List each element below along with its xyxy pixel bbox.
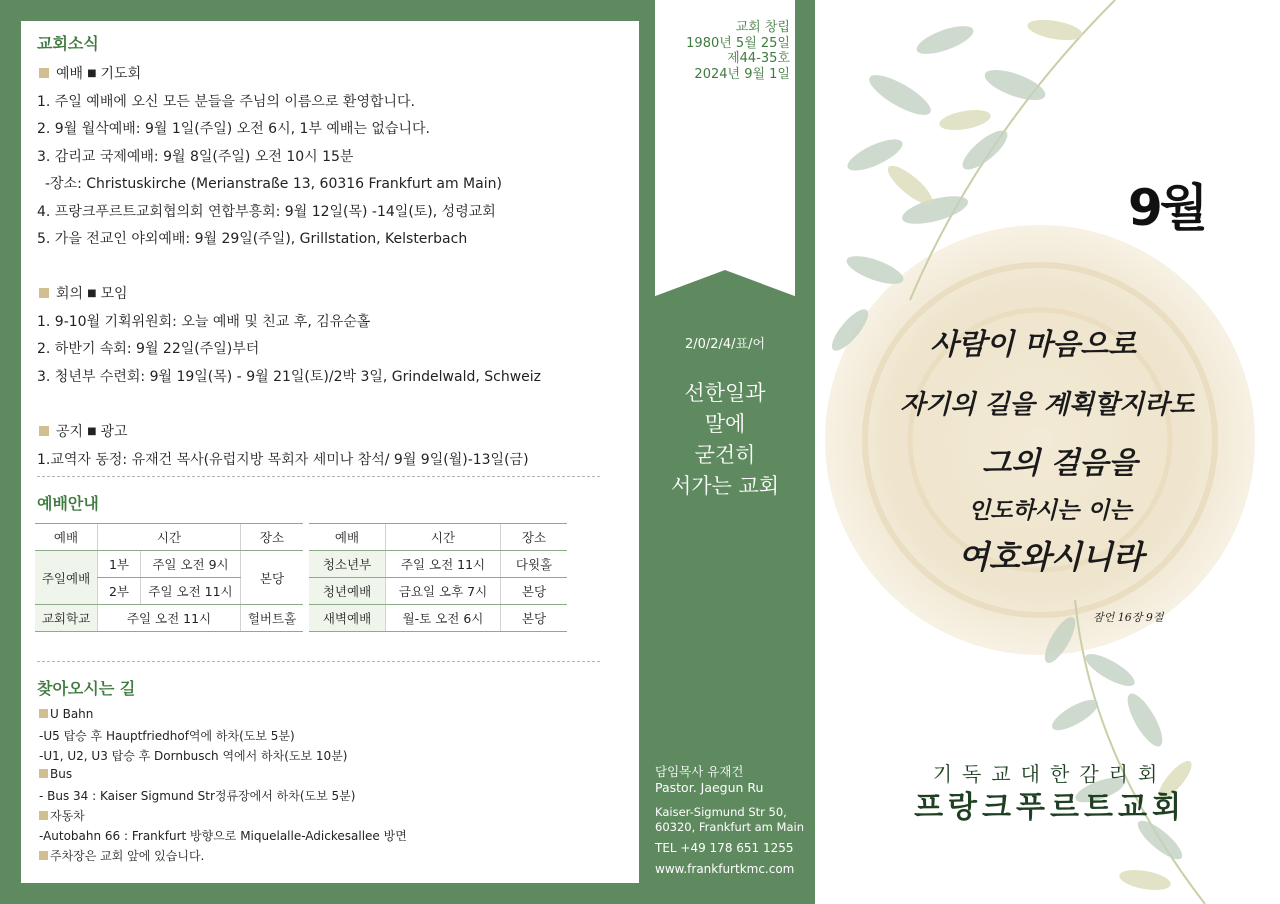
- middle-top-panel: [650, 0, 800, 298]
- directions-line: -U1, U2, U3 탑승 후 Dornbusch 역에서 하차(도보 10분): [39, 749, 348, 763]
- verse-line-2: 자기의 길을 계획할지라도: [900, 390, 1195, 420]
- square-bullet-icon: [39, 68, 49, 78]
- pastor-info: 담임목사 유재건 Pastor. Jaegun Ru: [655, 764, 764, 795]
- table-cell: 2부: [98, 578, 141, 605]
- directions-line: -U5 탑승 후 Hauptfriedhof역에 하차(도보 5분): [39, 729, 295, 743]
- table-cell: 1부: [98, 551, 141, 578]
- verse-reference: 잠언 16장 9절: [1093, 611, 1164, 624]
- worship-item-3: 3. 감리교 국제예배: 9월 8일(주일) 오전 10시 15분: [37, 149, 354, 165]
- table-cell: 주일 오전 9시: [141, 551, 241, 578]
- church-name: 프랑크푸르트교회: [914, 790, 1186, 825]
- table-cell: 본당: [241, 551, 304, 605]
- worship-item-2: 2. 9월 월삭예배: 9월 1일(주일) 오전 6시, 1부 예배는 없습니다.: [37, 121, 430, 137]
- church-phone: TEL +49 178 651 1255: [655, 841, 794, 855]
- directions-car: 자동차: [39, 807, 85, 824]
- founding-info: 교회 창립 1980년 5월 25일 제44-35호 2024년 9월 1일: [686, 20, 790, 82]
- table-cell: 주일 오전 11시: [98, 605, 241, 632]
- verse-line-5: 여호와시니라: [958, 538, 1144, 576]
- service-title: 예배안내: [37, 494, 99, 513]
- table-cell: 주일 오전 11시: [141, 578, 241, 605]
- church-address: Kaiser-Sigmund Str 50, 60320, Frankfurt am Main: [655, 805, 804, 834]
- news-title: 교회소식: [37, 34, 99, 53]
- table-cell: 헐버트홀: [241, 605, 304, 632]
- church-motto: 선한일과 말에 굳건히 서가는 교회: [670, 381, 780, 498]
- table-header: 장소: [501, 524, 568, 551]
- table-row: 새벽예배 월-토 오전 6시 본당: [309, 605, 567, 632]
- square-bullet-icon: [39, 769, 48, 778]
- notice-item-1: 1.교역자 동정: 유재건 목사(유럽지방 목회자 세미나 참석/ 9월 9일(월)-13일(금): [37, 452, 529, 468]
- meeting-item-3: 3. 청년부 수련회: 9월 19일(목) - 9월 21일(토)/2박 3일, Grindelwald, Schweiz: [37, 369, 542, 385]
- service-table-right: [309, 523, 567, 632]
- worship-item-5: 5. 가을 전교인 야외예배: 9월 29일(주일), Grillstation, Kelsterbach: [37, 231, 468, 247]
- meeting-heading: 회의 ■ 모임: [39, 283, 128, 303]
- verse-line-1: 사람이 마음으로: [930, 327, 1137, 361]
- meeting-item-2: 2. 하반기 속회: 9월 22일(주일)부터: [37, 341, 260, 357]
- stripe: [650, 0, 655, 298]
- worship-item-3-place: -장소: Christuskirche (Merianstraße 13, 60316 Frankfurt am Main): [45, 176, 502, 192]
- table-cell: 교회학교: [35, 605, 98, 632]
- denomination: 기독교대한감리회: [932, 762, 1168, 786]
- service-table-left: [35, 523, 303, 632]
- table-row: 청년예배 금요일 오후 7시 본당: [309, 578, 567, 605]
- square-bullet-icon: [39, 811, 48, 820]
- square-bullet-icon: [39, 709, 48, 718]
- square-bullet-icon: [39, 851, 48, 860]
- worship-item-1: 1. 주일 예배에 오신 모든 분들을 주님의 이름으로 환영합니다.: [37, 94, 415, 110]
- worship-heading: 예배 ■ 기도회: [39, 63, 141, 83]
- verse-line-3: 그의 걸음을: [982, 446, 1138, 481]
- square-bullet-icon: [39, 426, 49, 436]
- directions-parking: 주차장은 교회 앞에 있습니다.: [39, 847, 204, 864]
- month-title: 9월: [1128, 179, 1206, 237]
- meeting-item-1: 1. 9-10월 기획위원회: 오늘 예배 및 친교 후, 김유순홀: [37, 314, 371, 330]
- directions-ubahn: U Bahn: [39, 707, 93, 721]
- table-header: 예배: [35, 524, 98, 551]
- table-cell: 주일예배: [35, 551, 98, 605]
- directions-line: - Bus 34 : Kaiser Sigmund Str정류장에서 하차(도보 5분): [39, 789, 356, 803]
- divider: [37, 661, 600, 662]
- ribbon-notch: [650, 262, 800, 298]
- square-bullet-icon: [39, 288, 49, 298]
- directions-line: -Autobahn 66 : Frankfurt 방향으로 Miquelalle-Adickesallee 방면: [39, 829, 407, 843]
- notice-heading: 공지 ■ 광고: [39, 421, 128, 441]
- table-row: 청소년부 주일 오전 11시 다윗홀: [309, 551, 567, 578]
- verse-line-4: 인도하시는 이는: [968, 497, 1132, 524]
- left-page: [21, 21, 639, 883]
- church-website: www.frankfurtkmc.com: [655, 862, 795, 876]
- table-header: 시간: [386, 524, 501, 551]
- directions-bus: Bus: [39, 767, 72, 781]
- stripe: [795, 0, 800, 298]
- table-header: 시간: [98, 524, 241, 551]
- divider: [37, 476, 600, 477]
- table-header: 장소: [241, 524, 304, 551]
- worship-item-4: 4. 프랑크푸르트교회협의회 연합부흥회: 9월 12일(목) -14일(토), 성령교회: [37, 204, 496, 220]
- motto-label: 2/0/2/4/표/어: [684, 337, 766, 352]
- directions-title: 찾아오시는 길: [37, 679, 136, 698]
- table-header: 예배: [309, 524, 386, 551]
